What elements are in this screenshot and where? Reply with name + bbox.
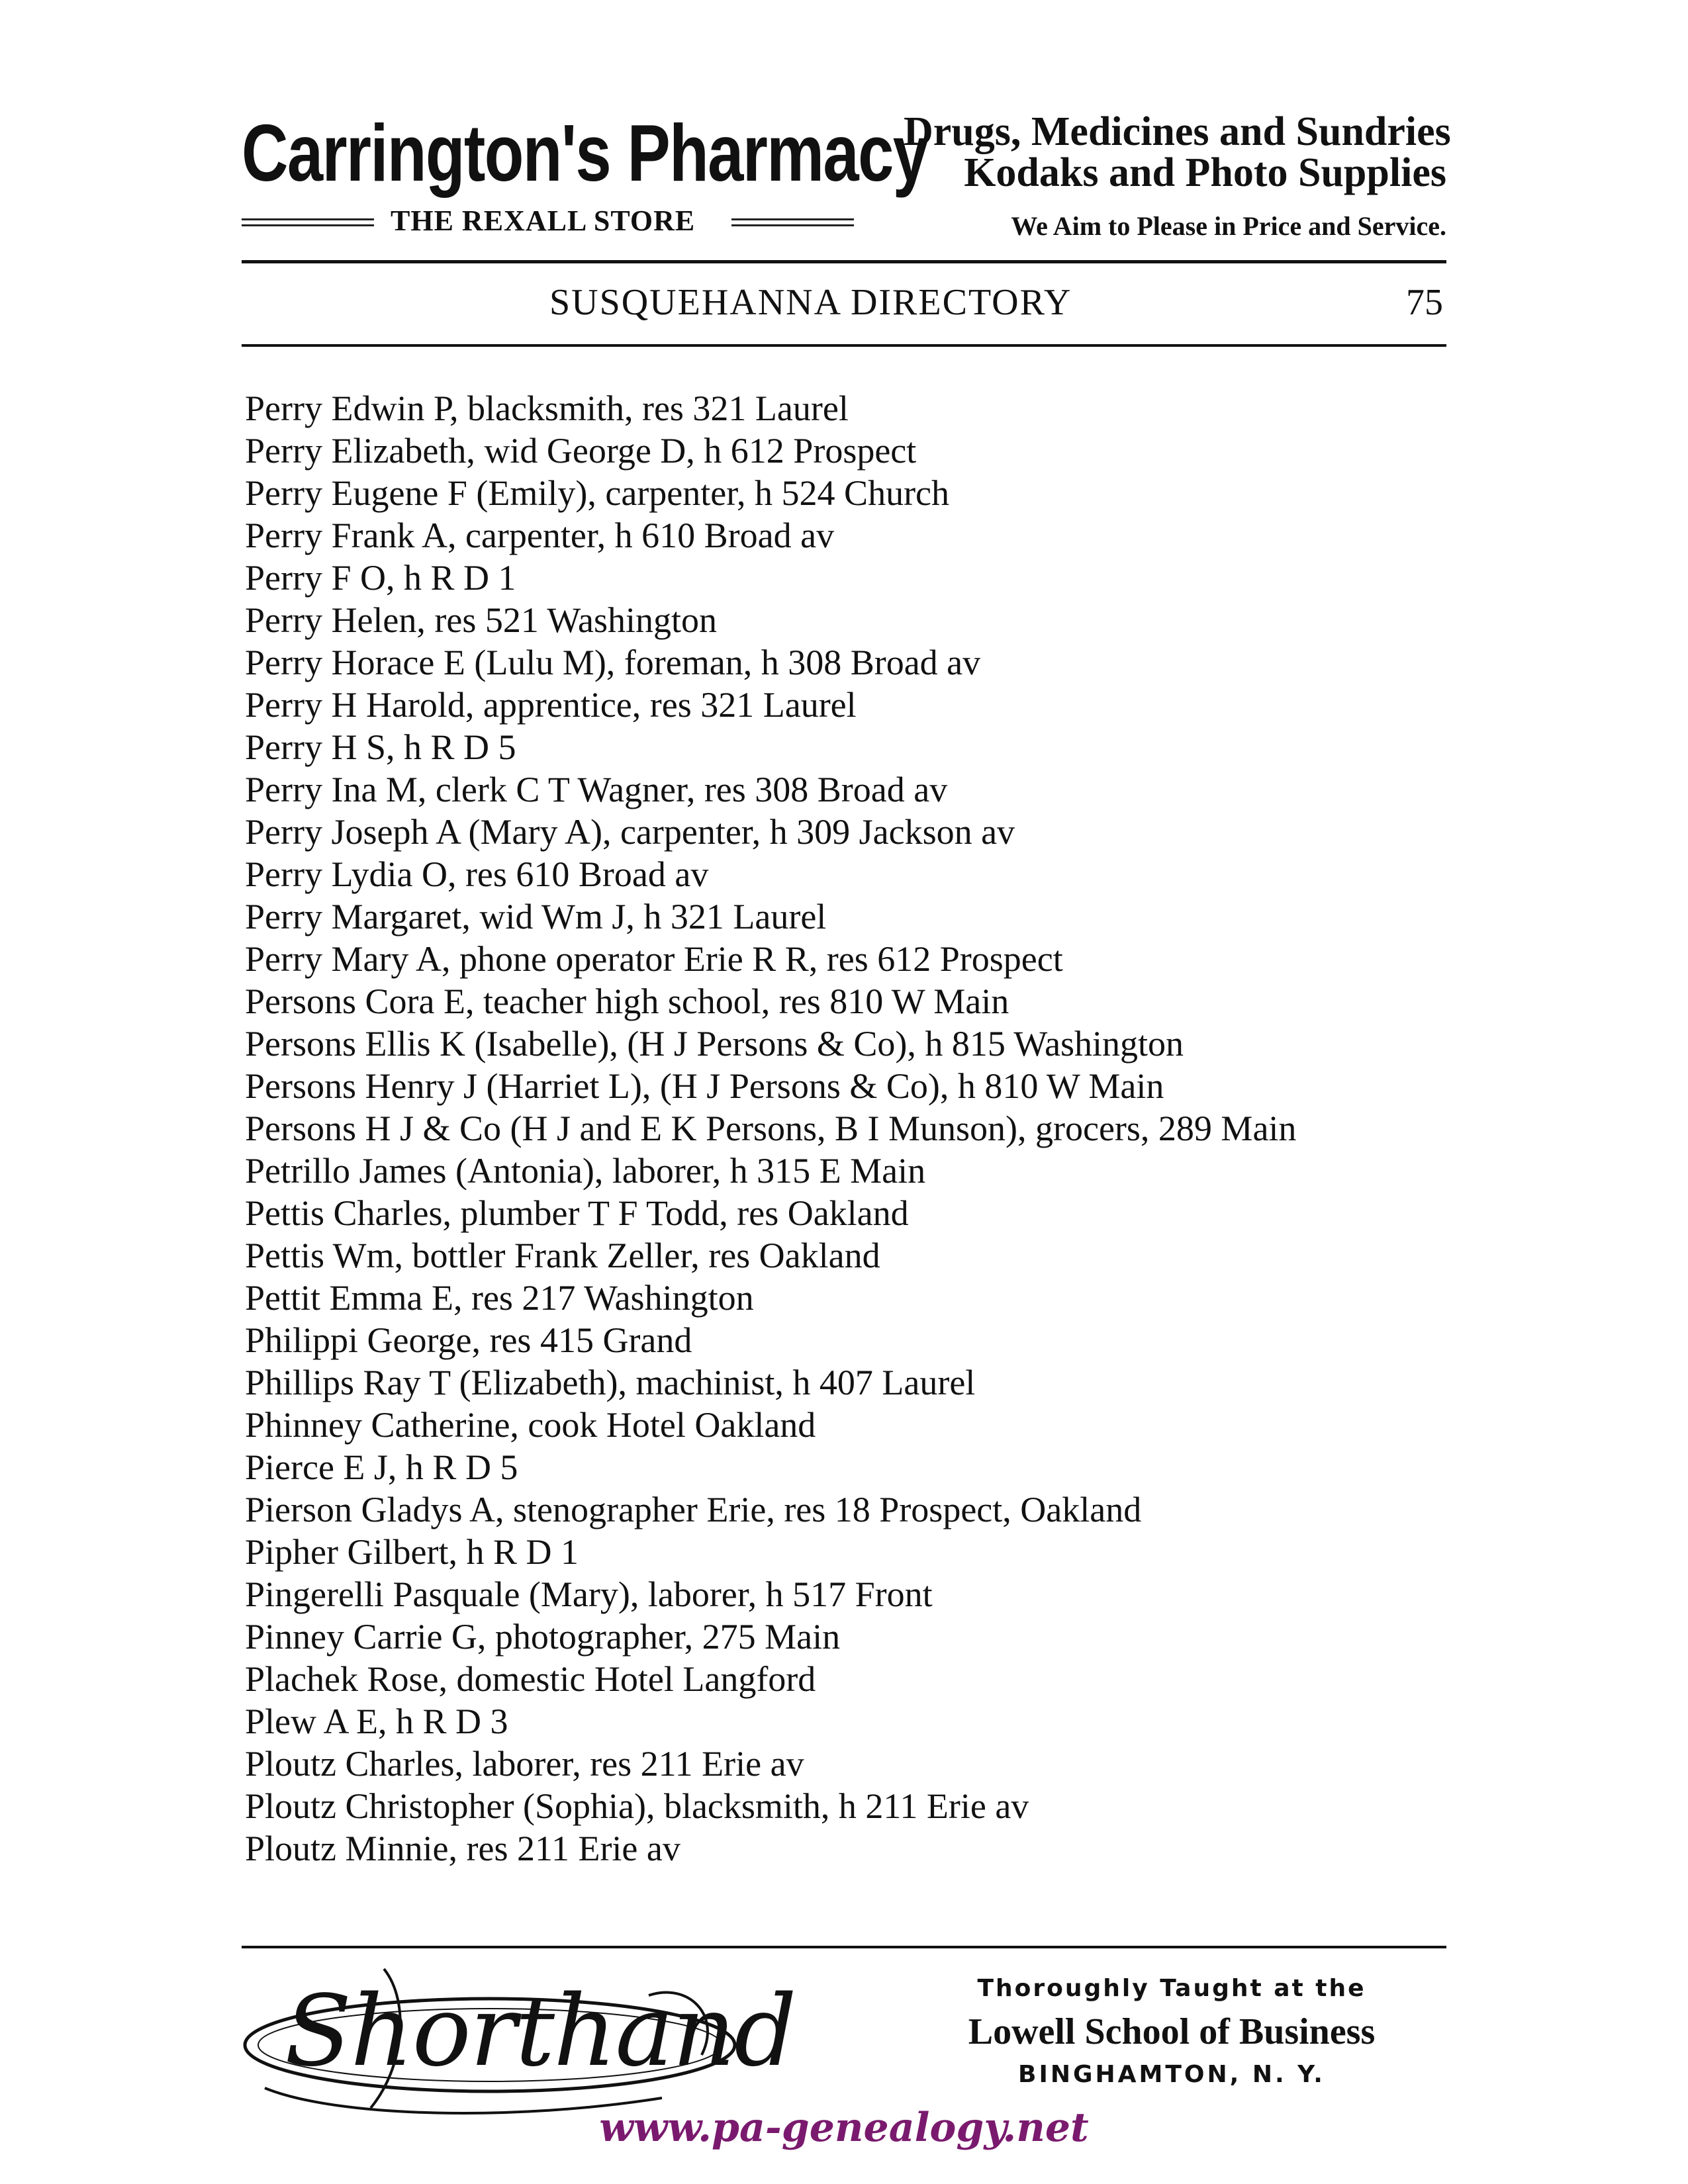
- list-item: Perry Eugene F (Emily), carpenter, h 524 Church: [245, 473, 950, 513]
- list-item: Pettis Charles, plumber T F Todd, res Oakland: [245, 1193, 909, 1233]
- list-item: Perry Horace E (Lulu M), foreman, h 308 Broad av: [245, 643, 981, 682]
- list-item: Petrillo James (Antonia), laborer, h 315 E Main: [245, 1151, 926, 1191]
- list-item: Perry Elizabeth, wid George D, h 612 Prospect: [245, 431, 917, 471]
- products-line-2: Kodaks and Photo Supplies: [964, 150, 1446, 195]
- school-name: Lowell School of Business: [968, 2011, 1376, 2052]
- list-item: Pierson Gladys A, stenographer Erie, res 18 Prospect, Oakland: [245, 1490, 1142, 1529]
- directory-entries: [245, 387, 1456, 1870]
- list-item: Persons Cora E, teacher high school, res 810 W Main: [245, 981, 1009, 1021]
- watermark: www.pa-genealogy.net: [599, 2105, 1089, 2151]
- list-item: Perry Ina M, clerk C T Wagner, res 308 Broad av: [245, 770, 948, 809]
- list-item: Pierce E J, h R D 5: [245, 1447, 518, 1487]
- pharmacy-name: Carrington's Pharmacy: [242, 108, 928, 198]
- list-item: Perry Lydia O, res 610 Broad av: [245, 854, 709, 894]
- decorative-double-rule: [242, 218, 374, 226]
- list-item: Perry Edwin P, blacksmith, res 321 Laurel: [245, 388, 849, 428]
- rexall-row: [242, 204, 864, 244]
- list-item: Pinney Carrie G, photographer, 275 Main: [245, 1617, 841, 1657]
- list-item: Plachek Rose, domestic Hotel Langford: [245, 1659, 816, 1699]
- pharmacy-products: [904, 109, 1451, 195]
- shorthand-logo: [238, 1956, 796, 2128]
- pharmacy-advertisement: [242, 106, 1451, 251]
- running-title: SUSQUEHANNA DIRECTORY: [549, 282, 1072, 323]
- list-item: Persons Henry J (Harriet L), (H J Persons & Co), h 810 W Main: [245, 1066, 1164, 1106]
- list-item: Pettis Wm, bottler Frank Zeller, res Oakland: [245, 1236, 880, 1275]
- list-item: Plew A E, h R D 3: [245, 1702, 508, 1741]
- list-item: Philippi George, res 415 Grand: [245, 1320, 692, 1360]
- list-item: Perry Helen, res 521 Washington: [245, 600, 718, 640]
- list-item: Persons Ellis K (Isabelle), (H J Persons & Co), h 815 Washington: [245, 1024, 1184, 1064]
- page-number: 75: [1406, 282, 1443, 323]
- list-item: Phinney Catherine, cook Hotel Oakland: [245, 1405, 816, 1445]
- taught-label: Thoroughly Taught at the: [977, 1975, 1366, 2002]
- list-item: Ploutz Charles, laborer, res 211 Erie av: [245, 1744, 804, 1784]
- header-bottom-rule: [242, 344, 1446, 347]
- list-item: Perry H S, h R D 5: [245, 727, 516, 767]
- list-item: Perry H Harold, apprentice, res 321 Laurel: [245, 685, 857, 725]
- list-item: Perry Joseph A (Mary A), carpenter, h 309 Jackson av: [245, 812, 1015, 852]
- school-city: BINGHAMTON, N. Y.: [1018, 2061, 1325, 2088]
- decorative-double-rule: [731, 218, 854, 226]
- rexall-store-label: THE REXALL STORE: [391, 205, 696, 237]
- list-item: Phillips Ray T (Elizabeth), machinist, h 407 Laurel: [245, 1363, 976, 1402]
- header-top-rule: [242, 260, 1446, 263]
- footer-top-rule: [242, 1946, 1446, 1948]
- list-item: Perry Mary A, phone operator Erie R R, res 612 Prospect: [245, 939, 1063, 979]
- school-advertisement: [238, 1956, 1450, 2128]
- school-info: [900, 1969, 1443, 2095]
- list-item: Pettit Emma E, res 217 Washington: [245, 1278, 754, 1318]
- products-line-1: Drugs, Medicines and Sundries: [904, 109, 1451, 154]
- list-item: Perry Frank A, carpenter, h 610 Broad av: [245, 516, 835, 555]
- list-item: Perry F O, h R D 1: [245, 558, 516, 598]
- shorthand-logo-word: Shorthand: [285, 1974, 796, 2088]
- list-item: Pingerelli Pasquale (Mary), laborer, h 517 Front: [245, 1574, 933, 1614]
- pharmacy-slogan: We Aim to Please in Price and Service.: [1011, 211, 1446, 241]
- list-item: Pipher Gilbert, h R D 1: [245, 1532, 579, 1572]
- list-item: Ploutz Christopher (Sophia), blacksmith, h 211 Erie av: [245, 1786, 1029, 1826]
- list-item: Persons H J & Co (H J and E K Persons, B I Munson), grocers, 289 Main: [245, 1109, 1297, 1148]
- list-item: Perry Margaret, wid Wm J, h 321 Laurel: [245, 897, 827, 936]
- list-item: Ploutz Minnie, res 211 Erie av: [245, 1829, 680, 1868]
